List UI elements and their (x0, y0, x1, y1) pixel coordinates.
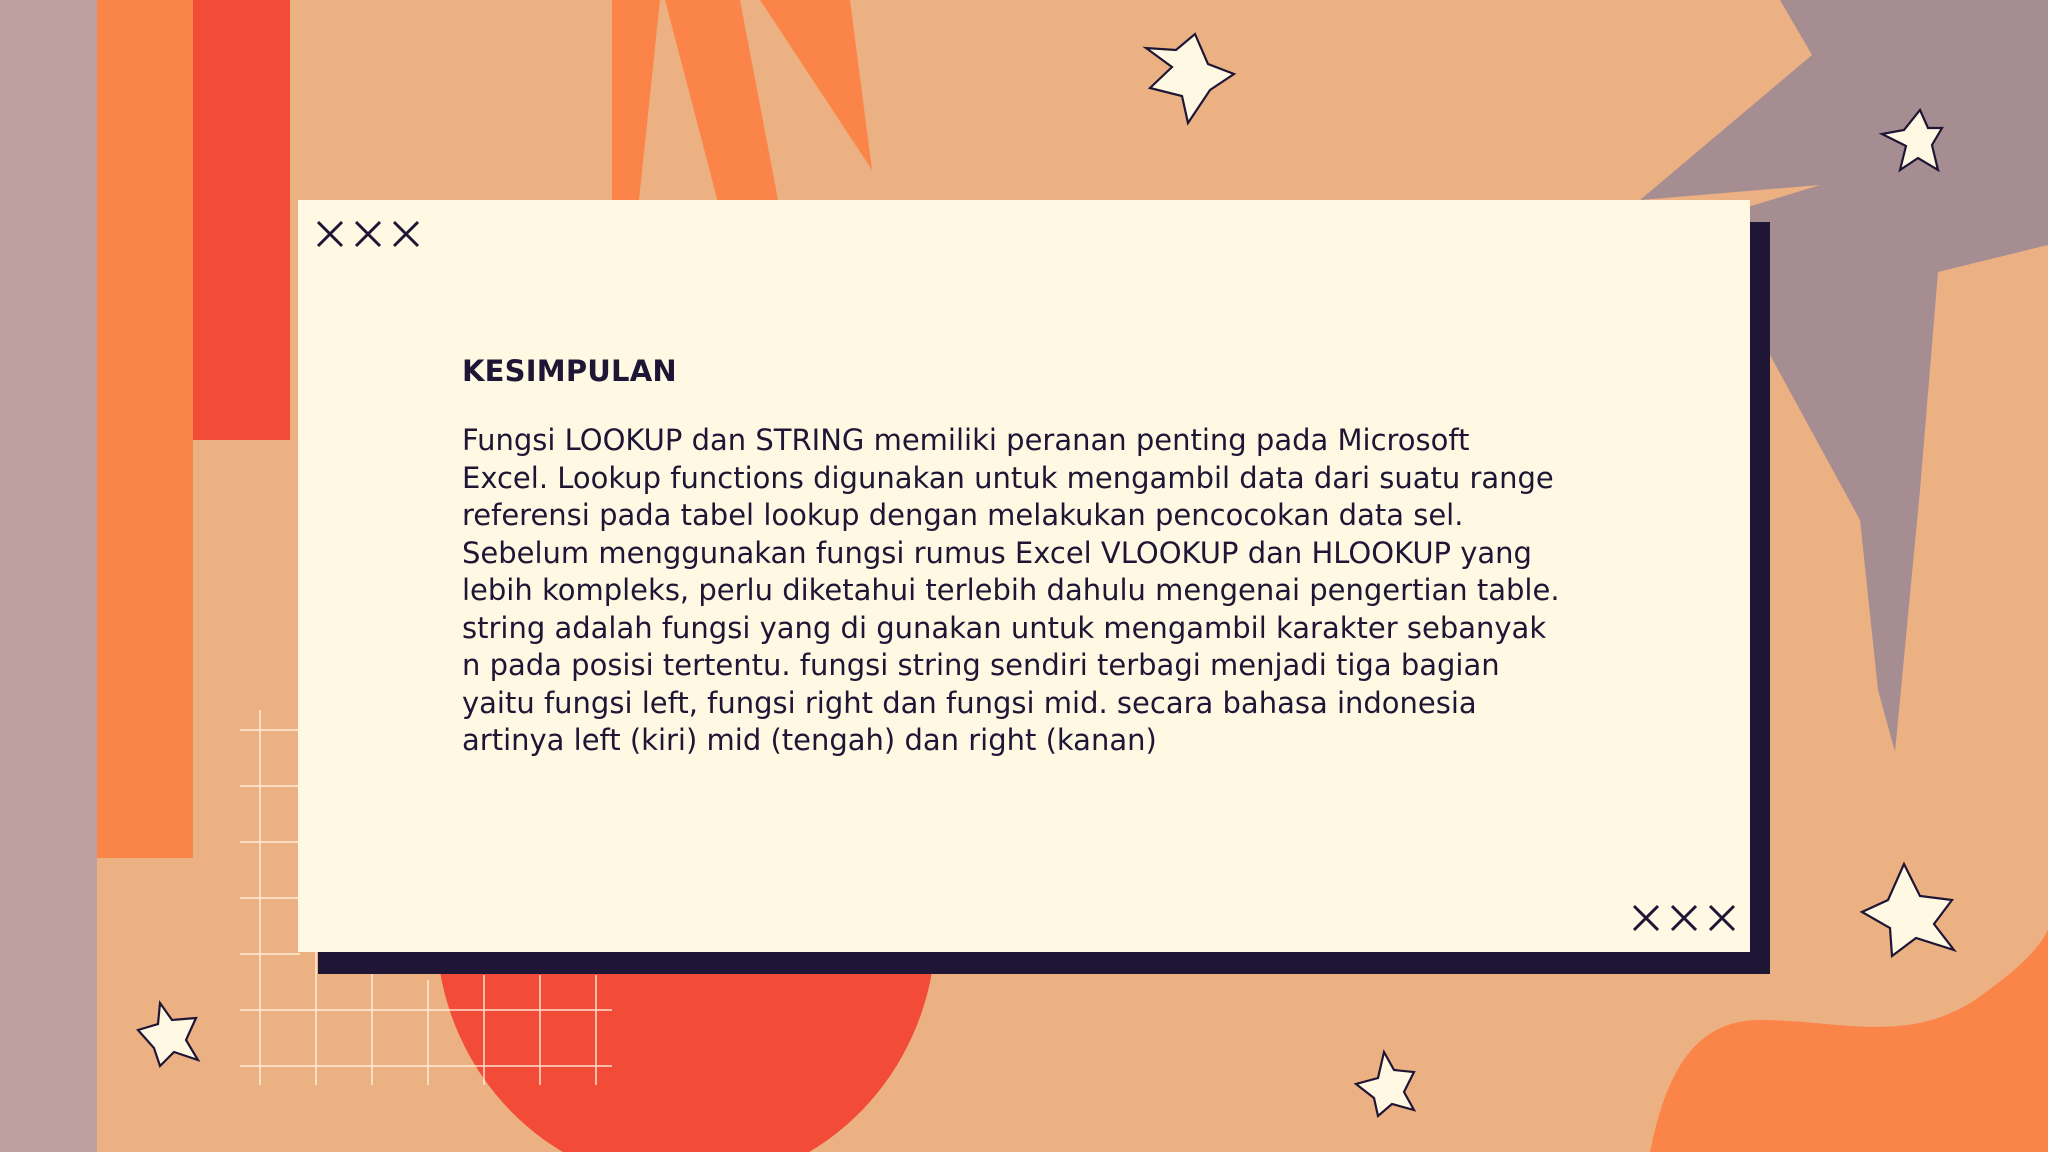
body-line: Fungsi LOOKUP dan STRING memiliki peranan penting pada Microsoft (462, 423, 1470, 457)
x-mark-icon (390, 218, 422, 250)
body-line: lebih kompleks, perlu diketahui terlebih dahulu mengenai pengertian table. (462, 573, 1560, 607)
body-line: string adalah fungsi yang di gunakan untuk mengambil karakter sebanyak (462, 610, 1547, 645)
x-marks-bottom-right (1630, 902, 1738, 934)
slide-title: KESIMPULAN (462, 354, 677, 388)
star-icon (138, 1003, 198, 1066)
star-icon (1862, 864, 1954, 956)
x-mark-icon (314, 218, 346, 250)
x-mark-icon (352, 218, 384, 250)
orange-burst-spike-2 (665, 0, 780, 210)
slide-content (462, 348, 1612, 760)
orange-burst-spike-1 (612, 0, 660, 210)
x-mark-icon (1630, 902, 1662, 934)
x-mark-icon (1706, 902, 1738, 934)
body-line: n pada posisi tertentu. fungsi string sendiri terbagi menjadi tiga bagian (462, 648, 1500, 682)
body-line: Excel. Lookup functions digunakan untuk mengambil data dari suatu range (462, 460, 1554, 495)
x-marks-top-left (314, 218, 422, 250)
body-line: Sebelum menggunakan fungsi rumus Excel VLOOKUP dan HLOOKUP yang (462, 535, 1532, 570)
left-pink-strip (0, 0, 97, 1152)
star-icon (1356, 1052, 1414, 1116)
body-line: referensi pada tabel lookup dengan melakukan pencocokan data sel. (462, 498, 1464, 532)
orange-vertical-band (97, 0, 193, 858)
red-vertical-band (193, 0, 290, 440)
x-mark-icon (1668, 902, 1700, 934)
red-semicircle (440, 972, 932, 1152)
slide-body-text (462, 422, 1612, 760)
orange-burst-spike-3 (760, 0, 872, 170)
body-line: yaitu fungsi left, fungsi right dan fungsi mid. secara bahasa indonesia (462, 685, 1477, 720)
body-line: artinya left (kiri) mid (tengah) dan right (kanan) (462, 723, 1157, 757)
star-icon (1146, 34, 1234, 123)
